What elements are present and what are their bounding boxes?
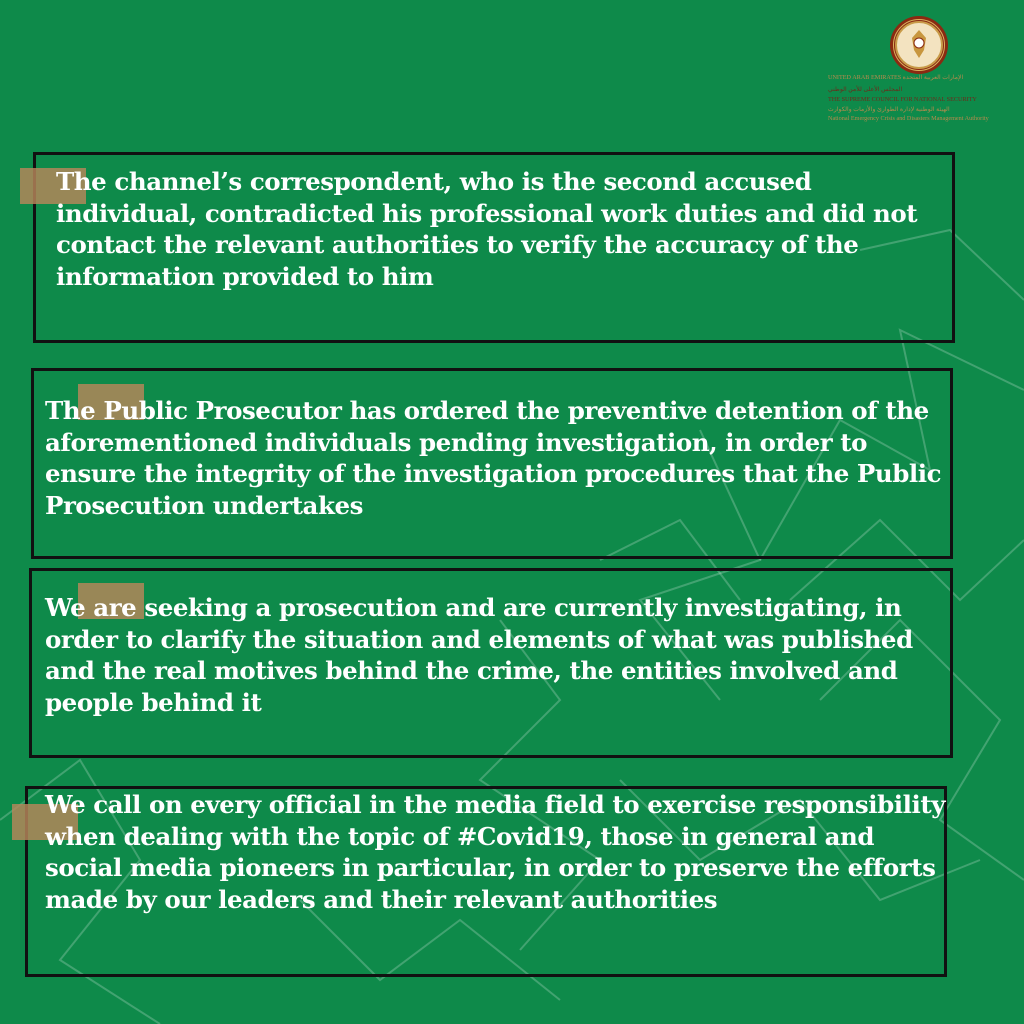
logo-line-1: UNITED ARAB EMIRATES الإمارات العربية المتحدة	[828, 74, 964, 81]
logo-line-2: المجلس الأعلى للأمن الوطني	[828, 86, 903, 93]
logo-line-5: National Emergency Crisis and Disasters Management Authority	[828, 115, 989, 122]
card-text-4: We call on every official in the media field to exercise responsibility when dealing with the topic of #Covid19, those in general and social media pioneers in particular, in order to preserve the efforts made by our leaders and their relevant authorities	[45, 790, 945, 914]
logo-line-4: الهيئة الوطنية لإدارة الطوارئ والأزمات والكوارث	[828, 106, 950, 113]
card-text-1: The channel’s correspondent, who is the second accused individual, contradicted his professional work duties and did not contact the relevant authorities to verify the accuracy of the information provided to him	[56, 167, 918, 291]
card-text-3: We are seeking a prosecution and are currently investigating, in order to clarify the situation and elements of what was published and the real motives behind the crime, the entities involved and people behind it	[45, 593, 913, 717]
card-text-2: The Public Prosecutor has ordered the preventive detention of the aforementioned individuals pending investigation, in order to ensure the integrity of the investigation procedures that the Public Prosecution undertakes	[45, 396, 942, 520]
uae-emblem-icon	[888, 14, 950, 76]
logo-line-3: THE SUPREME COUNCIL FOR NATIONAL SECURITY	[828, 96, 977, 103]
